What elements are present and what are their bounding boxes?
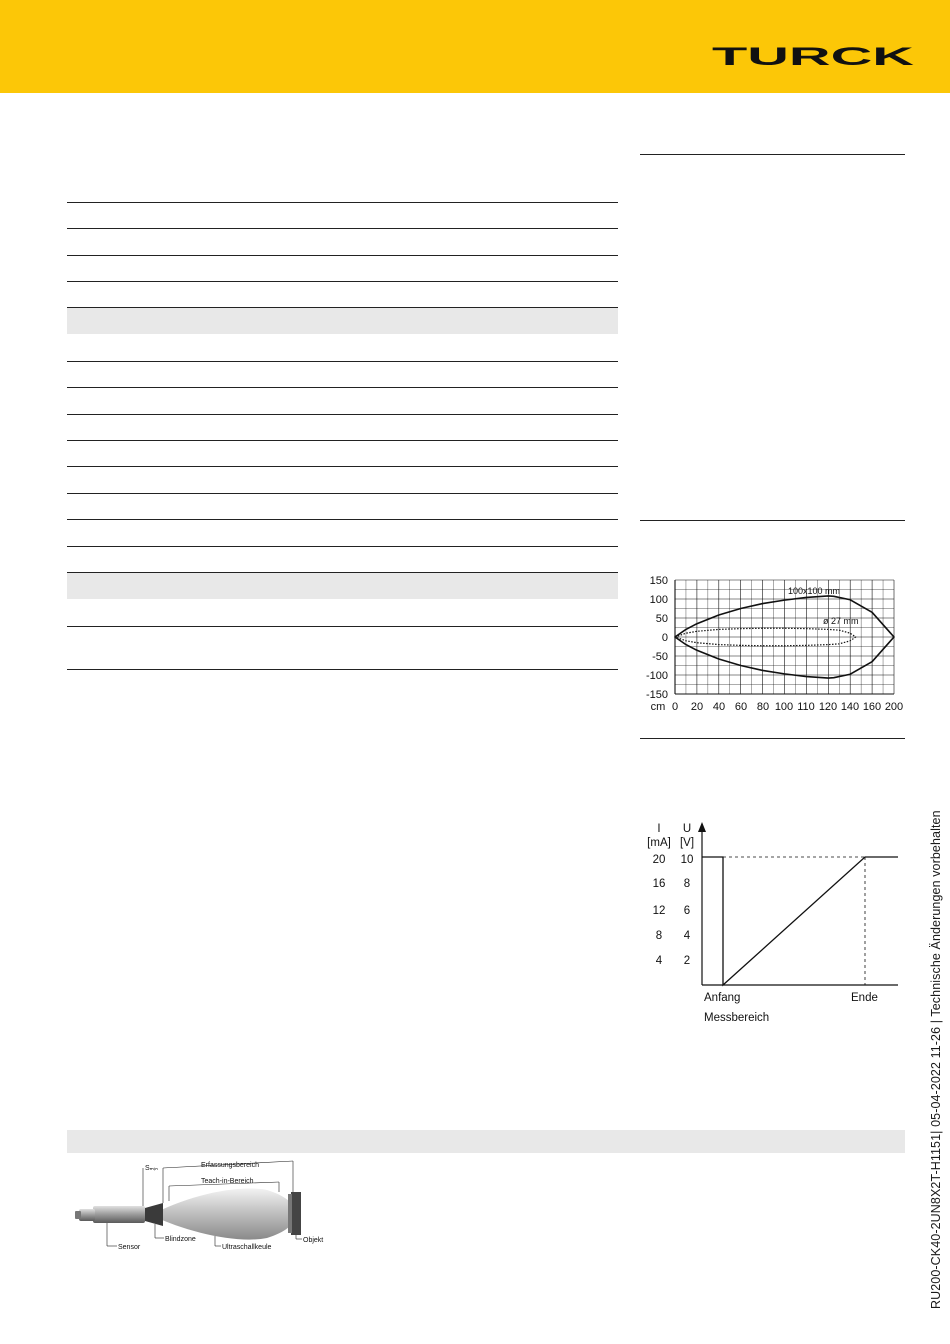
table-divider [67,626,618,627]
voltage-axis-label: U [682,823,692,835]
range-start-label: Anfang [704,992,741,1004]
current-tick: 4 [655,955,663,967]
smin-label: Sₘᵢₙ [145,1165,158,1172]
y-tick-labels [646,575,668,701]
table-divider [67,546,618,547]
blind-zone-label: Blindzone [165,1236,196,1243]
voltage-tick: 2 [683,955,691,967]
y-tick-label: -100 [645,670,668,682]
sound-cone-label: Ultraschallkeule [222,1244,272,1251]
table-divider [67,669,618,670]
series-label-large: 100x100 mm [788,586,841,596]
current-axis-unit: [mA] [647,837,671,849]
output-curve [702,857,898,985]
table-divider [67,202,618,203]
y-tick-label: 150 [649,575,668,587]
voltage-tick: 6 [683,905,691,917]
series-label-small: ø 27 mm [823,616,859,626]
table-divider [67,519,618,520]
voltage-tick: 4 [683,930,691,942]
voltage-tick: 8 [683,878,691,890]
sound-cone-shape [153,1188,295,1239]
sensor-body [93,1206,145,1223]
y-axis-arrow [698,822,706,832]
sensor-label: Sensor [118,1244,141,1251]
y-tick-label: -150 [645,689,668,701]
x-tick-label: 20 [690,701,704,713]
chart-grid [675,580,894,694]
current-tick: 8 [655,930,663,942]
section-rule [640,738,905,739]
detection-range-label: Erfassungsbereich [201,1162,259,1169]
table-divider [67,361,618,362]
object-label: Objekt [303,1237,324,1244]
turck-logo [712,45,914,67]
range-caption: Messbereich [704,1012,770,1024]
x-tick-label: 120 [818,701,838,713]
sensor-plug [75,1211,81,1219]
voltage-tick: 10 [680,854,694,866]
x-tick-label: 40 [712,701,726,713]
current-axis-label: I [657,823,661,835]
detection-range-chart [640,572,910,717]
table-divider [67,414,618,415]
x-tick-label: 140 [840,701,860,713]
blind-zone-shape [145,1203,163,1226]
x-tick-label: 160 [862,701,882,713]
y-tick-label: 0 [661,632,668,644]
table-divider [67,281,618,282]
table-section-row [67,308,618,334]
y-tick-label: -50 [652,651,668,663]
table-section-row [67,573,618,599]
table-divider [67,440,618,441]
output-characteristic-chart [640,818,910,1028]
range-end-label: Ende [851,992,878,1004]
current-tick: 16 [652,878,666,890]
y-tick-label: 100 [649,594,668,606]
operating-principle-diagram [67,1156,332,1266]
table-divider [67,255,618,256]
teach-in-range-label: Teach-in-Bereich [201,1178,254,1185]
principle-section-bar [67,1130,905,1153]
x-tick-label: 110 [797,701,815,713]
table-divider [67,493,618,494]
voltage-axis-unit: [V] [679,837,695,849]
x-tick-label: 60 [734,701,748,713]
x-tick-label: 100 [774,701,794,713]
section-rule [640,154,905,155]
x-axis-label: cm [650,701,666,713]
object-plate [291,1192,301,1235]
table-divider [67,387,618,388]
table-divider [67,228,618,229]
current-tick: 20 [652,854,666,866]
table-divider [67,466,618,467]
sensor-connector [79,1209,95,1221]
svg-text:TURCK: TURCK [712,45,914,67]
object-edge [288,1194,292,1233]
current-tick: 12 [652,905,666,917]
x-tick-label: 0 [671,701,679,713]
x-tick-label: 80 [756,701,770,713]
section-rule [640,520,905,521]
x-tick-label: 200 [884,701,904,713]
document-id-footer: RU200-CK40-2UN8X2T-H1151| 05-04-2022 11-26 | Technische Änderungen vorbehalten [929,810,943,1309]
y-tick-label: 50 [655,613,668,625]
x-tick-labels [651,701,904,713]
